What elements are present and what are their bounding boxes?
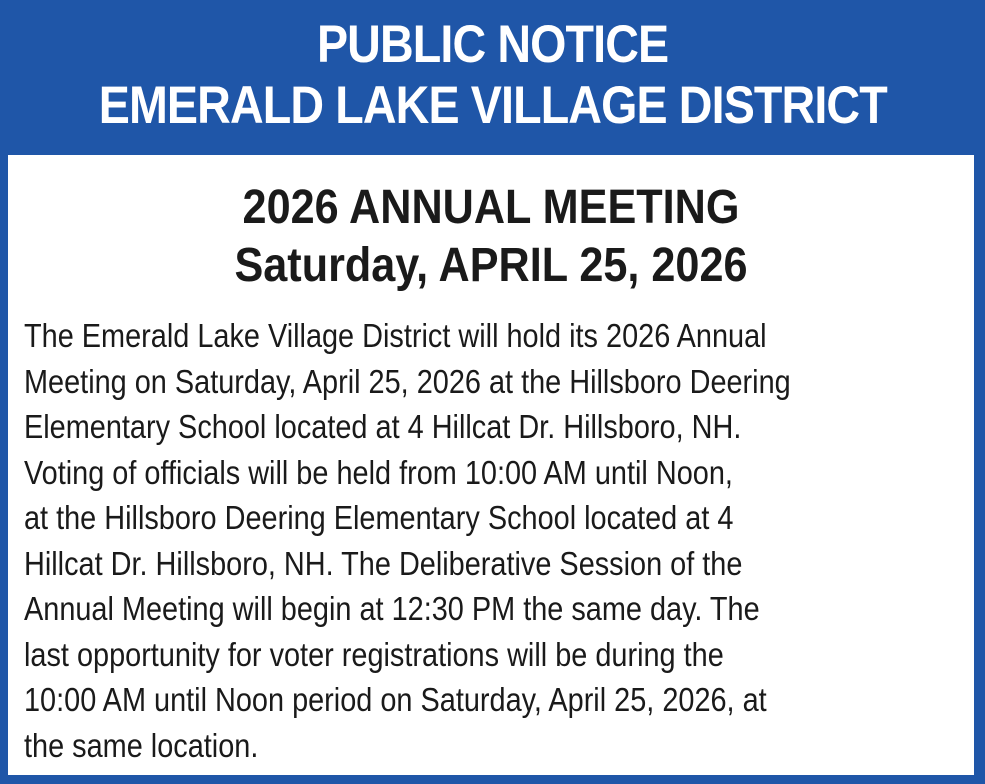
body-line: Meeting on Saturday, April 25, 2026 at the Hillsboro Deering: [24, 362, 791, 400]
notice-header: [0, 0, 985, 150]
body-line: Hillcat Dr. Hillsboro, NH. The Deliberative Session of the: [24, 544, 743, 582]
notice-body: [24, 313, 965, 768]
body-line: The Emerald Lake Village District will hold its 2026 Annual: [24, 317, 767, 354]
header-title: PUBLIC NOTICE: [316, 15, 669, 74]
body-line: Voting of officials will be held from 10:00 AM until Noon,: [24, 453, 733, 491]
meeting-date: Saturday, APRIL 25, 2026: [234, 239, 748, 292]
body-line: Elementary School located at 4 Hillcat Dr. Hillsboro, NH.: [24, 408, 742, 445]
meeting-heading: [24, 179, 958, 295]
body-line: Annual Meeting will begin at 12:30 PM the same day. The: [24, 590, 760, 627]
body-line: last opportunity for voter registrations will be during the: [24, 635, 724, 673]
body-line: 10:00 AM until Noon period on Saturday, April 25, 2026, at: [24, 681, 767, 718]
body-line: at the Hillsboro Deering Elementary School located at 4: [24, 499, 734, 536]
notice-panel: [8, 155, 974, 775]
header-district-name: EMERALD LAKE VILLAGE DISTRICT: [98, 76, 887, 135]
body-line: the same location.: [24, 726, 259, 764]
meeting-title: 2026 ANNUAL MEETING: [242, 181, 740, 234]
